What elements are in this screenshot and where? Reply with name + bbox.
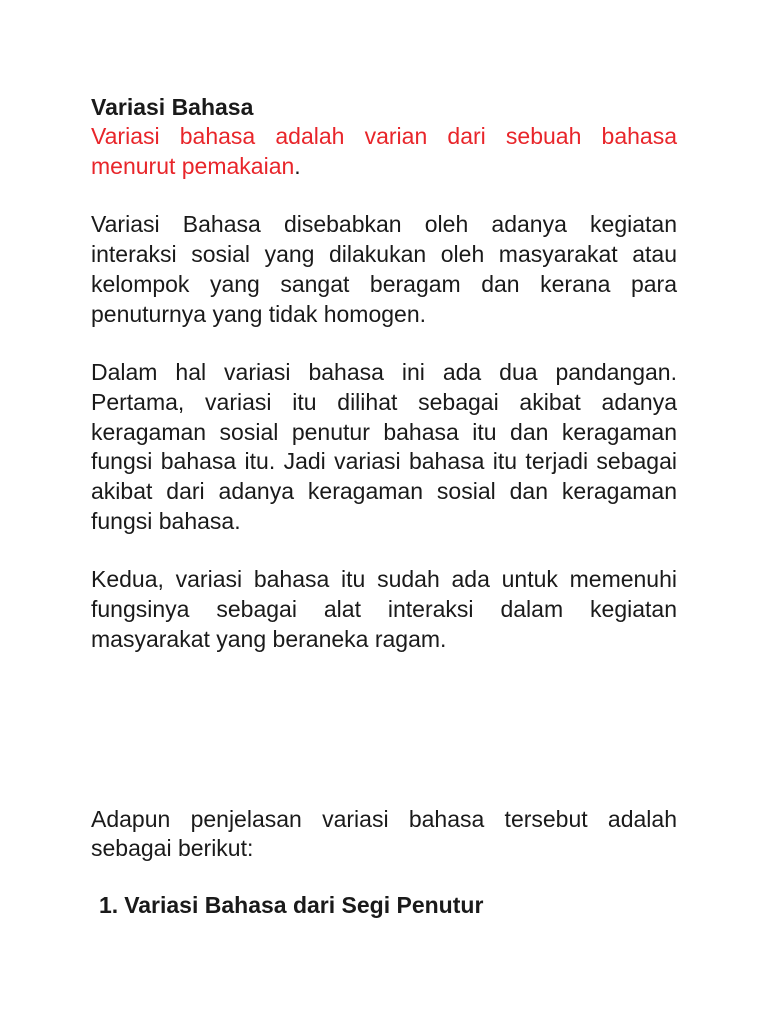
section-number: 1. [99,891,119,918]
section-label: Variasi Bahasa dari Segi Penutur [124,891,484,918]
definition-highlight: Variasi bahasa adalah varian dari sebuah bahasa menurut pemakaian [91,123,677,179]
section-heading-1 [99,890,677,920]
definition-period: . [294,152,301,179]
document-page [91,92,677,920]
paragraph-second-view: Kedua, variasi bahasa itu sudah ada untuk memenuhi fungsinya sebagai alat interaksi dalam kegiatan masyarakat yang beraneka ragam. [91,566,677,652]
paragraph-intro-list: Adapun penjelasan variasi bahasa tersebut adalah sebagai berikut: [91,805,677,862]
definition-paragraph [91,122,677,181]
paragraph-views: Dalam hal variasi bahasa ini ada dua pandangan. Pertama, variasi itu dilihat sebagai akibat adanya keragaman sosial penutur bahasa itu dan keragaman fungsi bahasa itu. Jadi variasi bahasa itu terjadi sebagai akibat dari adanya keragaman sosial dan keragaman fungsi bahasa. [91,359,677,534]
paragraph-cause: Variasi Bahasa disebabkan oleh adanya kegiatan interaksi sosial yang dilakukan oleh masyarakat atau kelompok yang sangat beragam dan kerana para penuturnya yang tidak homogen. [91,211,677,327]
document-title: Variasi Bahasa [91,94,254,120]
